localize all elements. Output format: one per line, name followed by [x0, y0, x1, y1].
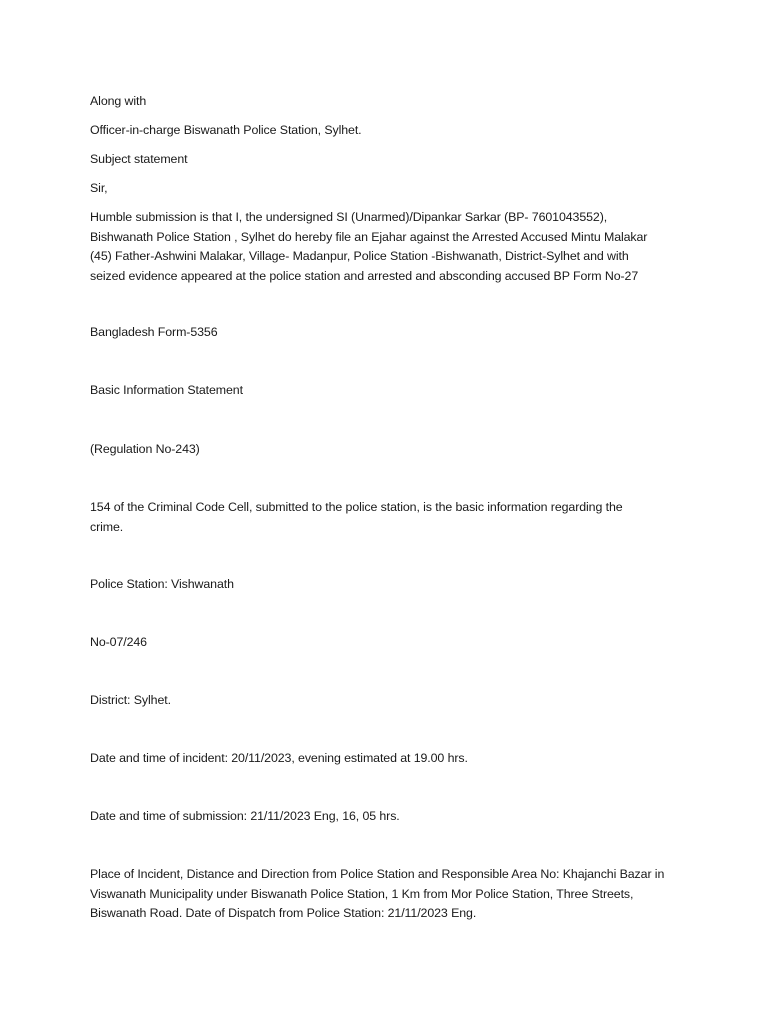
place-line: Viswanath Municipality under Biswanath Police Station, 1 Km from Mor Police Station, Three Streets,	[90, 886, 634, 901]
submission-line: seized evidence appeared at the police station and arrested and absconding accused BP Form No-27	[90, 268, 639, 283]
subject-line: Subject statement	[90, 152, 188, 166]
regulation-line: (Regulation No-243)	[90, 442, 200, 456]
place-line: Place of Incident, Distance and Direction from Police Station and Responsible Area No: Khajanchi Bazar in	[90, 867, 665, 881]
submission-datetime-line: Date and time of submission: 21/11/2023 Eng, 16, 05 hrs.	[90, 809, 400, 823]
place-line: Biswanath Road. Date of Dispatch from Police Station: 21/11/2023 Eng.	[90, 906, 477, 920]
salutation-line: Sir,	[90, 181, 108, 195]
incident-datetime-line: Date and time of incident: 20/11/2023, evening estimated at 19.00 hrs.	[90, 751, 468, 765]
police-station-line: Police Station: Vishwanath	[90, 577, 234, 591]
submission-line: Bishwanath Police Station , Sylhet do hereby file an Ejahar against the Arrested Accused Mintu Malakar	[90, 229, 648, 244]
along-with-line: Along with	[90, 94, 147, 108]
criminal-code-line: 154 of the Criminal Code Cell, submitted to the police station, is the basic information regarding the	[90, 500, 623, 514]
submission-line: (45) Father-Ashwini Malakar, Village- Madanpur, Police Station -Bishwanath, District-Sylhet and with	[90, 249, 629, 263]
form-title-line: Basic Information Statement	[90, 383, 243, 397]
form-number-line: Bangladesh Form-5356	[90, 325, 218, 339]
case-number-line: No-07/246	[90, 635, 147, 649]
place-of-incident-paragraph	[90, 865, 690, 924]
submission-line: Humble submission is that I, the undersigned SI (Unarmed)/Dipankar Sarkar (BP- 7601043552),	[90, 210, 608, 224]
criminal-code-paragraph	[90, 498, 690, 537]
addressee-line: Officer-in-charge Biswanath Police Station, Sylhet.	[90, 123, 362, 137]
district-line: District: Sylhet.	[90, 693, 171, 707]
criminal-code-line: crime.	[90, 519, 124, 534]
submission-paragraph	[90, 208, 690, 286]
